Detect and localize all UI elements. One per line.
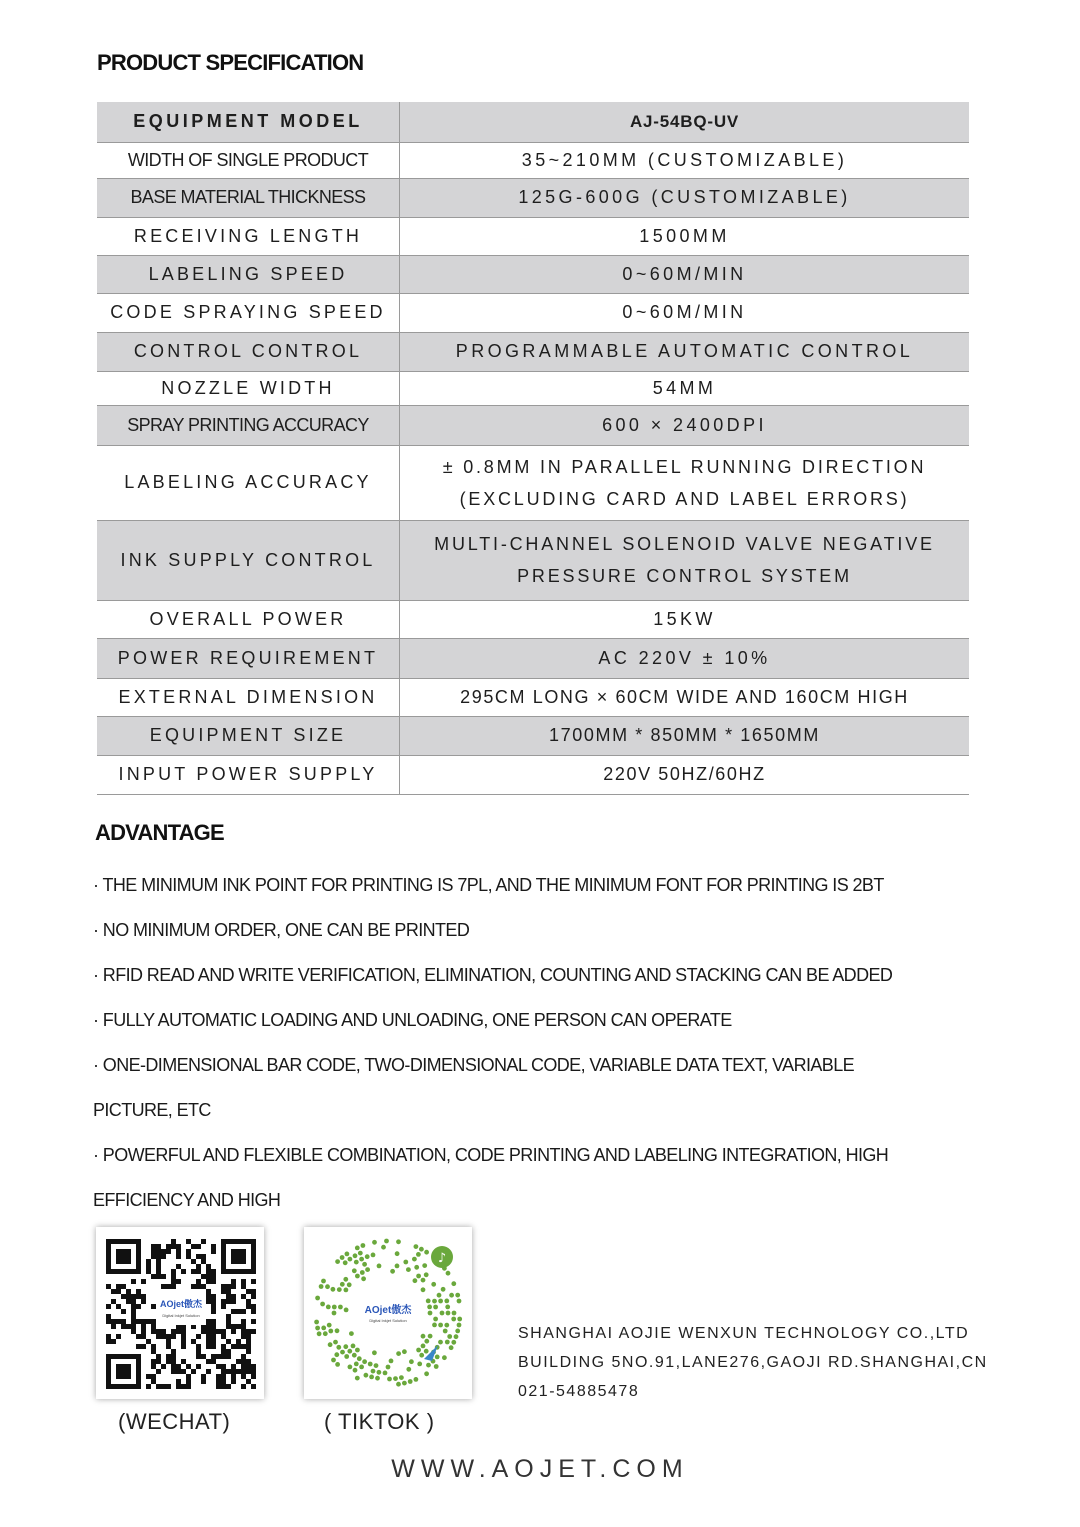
spec-row [97,755,969,794]
company-name: SHANGHAI AOJIE WENXUN TECHNOLOGY CO.,LTD [518,1325,970,1342]
spec-row [97,371,969,405]
advantage-item: EFFICIENCY AND HIGH [93,1190,281,1210]
spec-key: INPUT POWER SUPPLY [97,755,400,794]
spec-key: EXTERNAL DIMENSION [97,678,400,716]
spec-row [97,293,969,332]
spec-value: 125G-600G (CUSTOMIZABLE) [400,178,970,217]
qr-logo-sub: Digital Inkjet Solution [369,1318,407,1323]
spec-key: LABELING ACCURACY [97,445,400,520]
spec-row [97,678,969,716]
spec-key: BASE MATERIAL THICKNESS [97,178,400,217]
svg-text:♪: ♪ [437,1251,447,1266]
spec-value [400,520,970,600]
spec-value: AC 220V ± 10% [400,638,970,678]
tiktok-qr-icon [304,1227,472,1399]
spec-value: PROGRAMMABLE AUTOMATIC CONTROL [400,332,970,371]
spec-value: AJ-54BQ-UV [400,102,970,142]
spec-key: EQUIPMENT SIZE [97,716,400,755]
company-phone: 021-54885478 [518,1383,640,1400]
spec-key: NOZZLE WIDTH [97,371,400,405]
spec-value: 600 × 2400DPI [400,405,970,445]
spec-value: 1700MM * 850MM * 1650MM [400,716,970,755]
spec-value: 295CM LONG × 60CM WIDE AND 160CM HIGH [400,678,970,716]
advantage-item: · ONE-DIMENSIONAL BAR CODE, TWO-DIMENSIONAL CODE, VARIABLE DATA TEXT, VARIABLE [93,1055,855,1075]
advantage-item: · FULLY AUTOMATIC LOADING AND UNLOADING, ONE PERSON CAN OPERATE [93,1010,732,1030]
qr-logo-text: AOjet傲杰 [159,1299,203,1309]
advantage-item: · NO MINIMUM ORDER, ONE CAN BE PRINTED [93,920,470,940]
spec-row [97,716,969,755]
spec-row [97,178,969,217]
spec-row [97,445,969,520]
spec-value [400,445,970,520]
qr-logo-text: AOjet傲杰 [364,1305,412,1316]
wechat-caption: (WECHAT) [118,1409,231,1434]
spec-row [97,405,969,445]
spec-title: PRODUCT SPECIFICATION [97,50,364,75]
spec-key: LABELING SPEED [97,255,400,293]
spec-key: SPRAY PRINTING ACCURACY [97,405,400,445]
spec-key: RECEIVING LENGTH [97,217,400,255]
spec-key: CODE SPRAYING SPEED [97,293,400,332]
spec-row [97,255,969,293]
advantage-item: · POWERFUL AND FLEXIBLE COMBINATION, CODE PRINTING AND LABELING INTEGRATION, HIGH [93,1145,889,1165]
spec-row [97,142,969,178]
spec-value-line: ± 0.8MM IN PARALLEL RUNNING DIRECTION [442,456,927,477]
wechat-qr-code [96,1227,264,1399]
spec-row [97,638,969,678]
tiktok-qr-code [304,1227,472,1399]
spec-value: 35~210MM (CUSTOMIZABLE) [400,142,970,178]
spec-value: 220V 50HZ/60HZ [400,755,970,794]
company-address: BUILDING 5NO.91,LANE276,GAOJI RD.SHANGHAI,CN [518,1354,988,1371]
spec-value: 0~60M/MIN [400,293,970,332]
spec-row [97,217,969,255]
spec-row [97,332,969,371]
advantage-title: ADVANTAGE [95,820,224,845]
spec-row [97,102,969,142]
spec-value: 15KW [400,600,970,638]
spec-row [97,600,969,638]
spec-value-line: MULTI-CHANNEL SOLENOID VALVE NEGATIVE [434,534,935,554]
spec-key: INK SUPPLY CONTROL [97,520,400,600]
spec-key: EQUIPMENT MODEL [97,102,400,142]
spec-key: CONTROL CONTROL [97,332,400,371]
spec-key: OVERALL POWER [97,600,400,638]
spec-value: 1500MM [400,217,970,255]
advantage-item: PICTURE, ETC [93,1100,211,1120]
spec-row [97,520,969,600]
website-link[interactable]: WWW.AOJET.COM [391,1455,689,1483]
spec-value: 54MM [400,371,970,405]
advantage-item: · RFID READ AND WRITE VERIFICATION, ELIMINATION, COUNTING AND STACKING CAN BE ADDED [93,965,893,985]
tiktok-caption: ( TIKTOK ) [324,1409,435,1434]
wechat-qr-icon [96,1227,264,1399]
spec-key: WIDTH OF SINGLE PRODUCT [97,142,400,178]
spec-key: POWER REQUIREMENT [97,638,400,678]
spec-value-line: (EXCLUDING CARD AND LABEL ERRORS) [459,488,910,509]
spec-table [97,102,969,795]
spec-value-line: PRESSURE CONTROL SYSTEM [517,566,852,586]
spec-value: 0~60M/MIN [400,255,970,293]
qr-logo-sub: Digital Inkjet Solution [162,1313,200,1318]
advantage-item: · THE MINIMUM INK POINT FOR PRINTING IS 7PL, AND THE MINIMUM FONT FOR PRINTING IS 2BT [93,875,884,895]
